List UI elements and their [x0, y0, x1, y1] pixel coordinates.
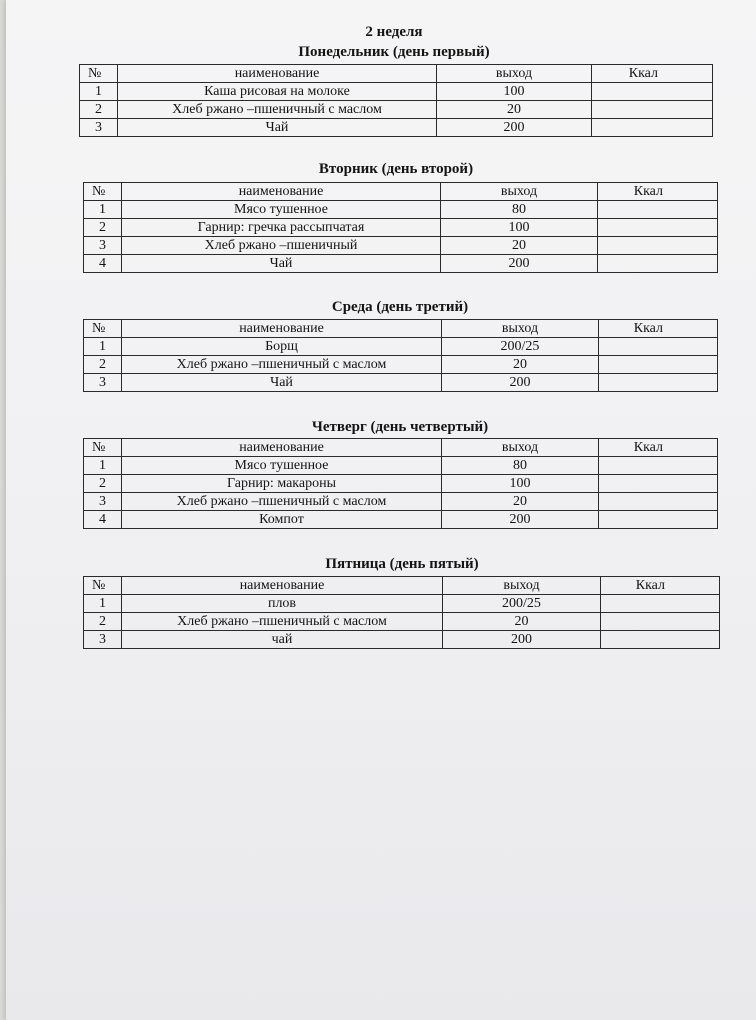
- row-num: 2: [84, 356, 122, 374]
- row-yield: 80: [442, 457, 599, 475]
- row-num: 3: [80, 119, 118, 137]
- day-title-tuesday: Вторник (день второй): [318, 161, 474, 177]
- header-yield: выход: [443, 577, 601, 595]
- row-yield: 200: [442, 511, 599, 529]
- row-name: Хлеб ржано –пшеничный: [122, 237, 441, 255]
- row-kcal: [599, 356, 718, 374]
- row-yield: 20: [442, 356, 599, 374]
- table-row: [84, 201, 718, 219]
- row-name: Мясо тушенное: [122, 201, 441, 219]
- table-row: [84, 255, 718, 273]
- row-kcal: [601, 631, 720, 649]
- header-num: №: [80, 65, 118, 83]
- row-kcal: [598, 219, 718, 237]
- header-kcal: Ккал: [601, 577, 720, 595]
- row-name: плов: [122, 595, 443, 613]
- table-row: [84, 237, 718, 255]
- row-name: Гарнир: гречка рассыпчатая: [122, 219, 441, 237]
- header-name: наименование: [122, 320, 442, 338]
- row-yield: 20: [437, 101, 592, 119]
- row-yield: 20: [443, 613, 601, 631]
- table-row: [80, 101, 713, 119]
- header-kcal: Ккал: [599, 320, 718, 338]
- row-yield: 100: [442, 475, 599, 493]
- row-kcal: [599, 457, 718, 475]
- document-page: [6, 0, 756, 1020]
- table-header-row: [84, 577, 720, 595]
- table-header-row: [84, 439, 718, 457]
- row-yield: 20: [441, 237, 598, 255]
- menu-table-wednesday: [83, 319, 718, 392]
- table-row: [84, 511, 718, 529]
- table-row: [80, 119, 713, 137]
- row-kcal: [601, 613, 720, 631]
- row-name: чай: [122, 631, 443, 649]
- row-num: 1: [84, 457, 122, 475]
- row-num: 1: [80, 83, 118, 101]
- table-row: [84, 374, 718, 392]
- row-name: Борщ: [122, 338, 442, 356]
- row-name: Чай: [118, 119, 437, 137]
- day-title-monday: Понедельник (день первый): [298, 44, 490, 60]
- day-title-friday: Пятница (день пятый): [325, 556, 479, 572]
- row-yield: 100: [437, 83, 592, 101]
- header-name: наименование: [122, 183, 441, 201]
- menu-table-thursday: [83, 438, 718, 529]
- row-kcal: [599, 338, 718, 356]
- row-kcal: [599, 475, 718, 493]
- row-name: Хлеб ржано –пшеничный с маслом: [122, 613, 443, 631]
- table-header-row: [84, 320, 718, 338]
- table-header-row: [80, 65, 713, 83]
- row-yield: 200/25: [443, 595, 601, 613]
- row-yield: 100: [441, 219, 598, 237]
- menu-table-friday: [83, 576, 720, 649]
- table-row: [84, 219, 718, 237]
- row-num: 2: [84, 613, 122, 631]
- header-name: наименование: [122, 439, 442, 457]
- row-name: Хлеб ржано –пшеничный с маслом: [122, 356, 442, 374]
- header-yield: выход: [442, 439, 599, 457]
- row-num: 3: [84, 237, 122, 255]
- header-name: наименование: [118, 65, 437, 83]
- row-kcal: [599, 493, 718, 511]
- header-kcal: Ккал: [592, 65, 713, 83]
- row-num: 3: [84, 374, 122, 392]
- row-kcal: [592, 119, 713, 137]
- row-num: 1: [84, 595, 122, 613]
- row-num: 2: [80, 101, 118, 119]
- header-num: №: [84, 320, 122, 338]
- header-yield: выход: [437, 65, 592, 83]
- row-yield: 80: [441, 201, 598, 219]
- table-row: [84, 475, 718, 493]
- table-row: [84, 613, 720, 631]
- table-header-row: [84, 183, 718, 201]
- day-title-wednesday: Среда (день третий): [331, 299, 469, 315]
- header-yield: выход: [442, 320, 599, 338]
- row-yield: 200: [442, 374, 599, 392]
- row-num: 3: [84, 493, 122, 511]
- menu-table-tuesday: [83, 182, 718, 273]
- row-yield: 200: [443, 631, 601, 649]
- row-kcal: [598, 201, 718, 219]
- header-num: №: [84, 439, 122, 457]
- row-num: 2: [84, 219, 122, 237]
- table-row: [84, 356, 718, 374]
- row-kcal: [599, 374, 718, 392]
- table-row: [84, 338, 718, 356]
- day-title-thursday: Четверг (день четвертый): [311, 419, 489, 435]
- row-name: Хлеб ржано –пшеничный с маслом: [118, 101, 437, 119]
- row-kcal: [601, 595, 720, 613]
- row-name: Каша рисовая на молоке: [118, 83, 437, 101]
- row-num: 4: [84, 255, 122, 273]
- row-num: 4: [84, 511, 122, 529]
- row-name: Компот: [122, 511, 442, 529]
- menu-table-monday: [79, 64, 713, 137]
- table-row: [84, 631, 720, 649]
- row-kcal: [598, 255, 718, 273]
- row-yield: 20: [442, 493, 599, 511]
- row-yield: 200: [437, 119, 592, 137]
- header-name: наименование: [122, 577, 443, 595]
- header-yield: выход: [441, 183, 598, 201]
- row-kcal: [592, 83, 713, 101]
- row-kcal: [598, 237, 718, 255]
- row-num: 3: [84, 631, 122, 649]
- week-title: 2 неделя: [365, 24, 423, 40]
- row-yield: 200: [441, 255, 598, 273]
- row-num: 1: [84, 338, 122, 356]
- header-kcal: Ккал: [598, 183, 718, 201]
- header-kcal: Ккал: [599, 439, 718, 457]
- row-yield: 200/25: [442, 338, 599, 356]
- row-num: 1: [84, 201, 122, 219]
- row-name: Гарнир: макароны: [122, 475, 442, 493]
- row-kcal: [599, 511, 718, 529]
- header-num: №: [84, 577, 122, 595]
- row-name: Чай: [122, 374, 442, 392]
- header-num: №: [84, 183, 122, 201]
- row-name: Мясо тушенное: [122, 457, 442, 475]
- row-num: 2: [84, 475, 122, 493]
- table-row: [84, 595, 720, 613]
- table-row: [84, 493, 718, 511]
- row-kcal: [592, 101, 713, 119]
- row-name: Чай: [122, 255, 441, 273]
- table-row: [84, 457, 718, 475]
- row-name: Хлеб ржано –пшеничный с маслом: [122, 493, 442, 511]
- table-row: [80, 83, 713, 101]
